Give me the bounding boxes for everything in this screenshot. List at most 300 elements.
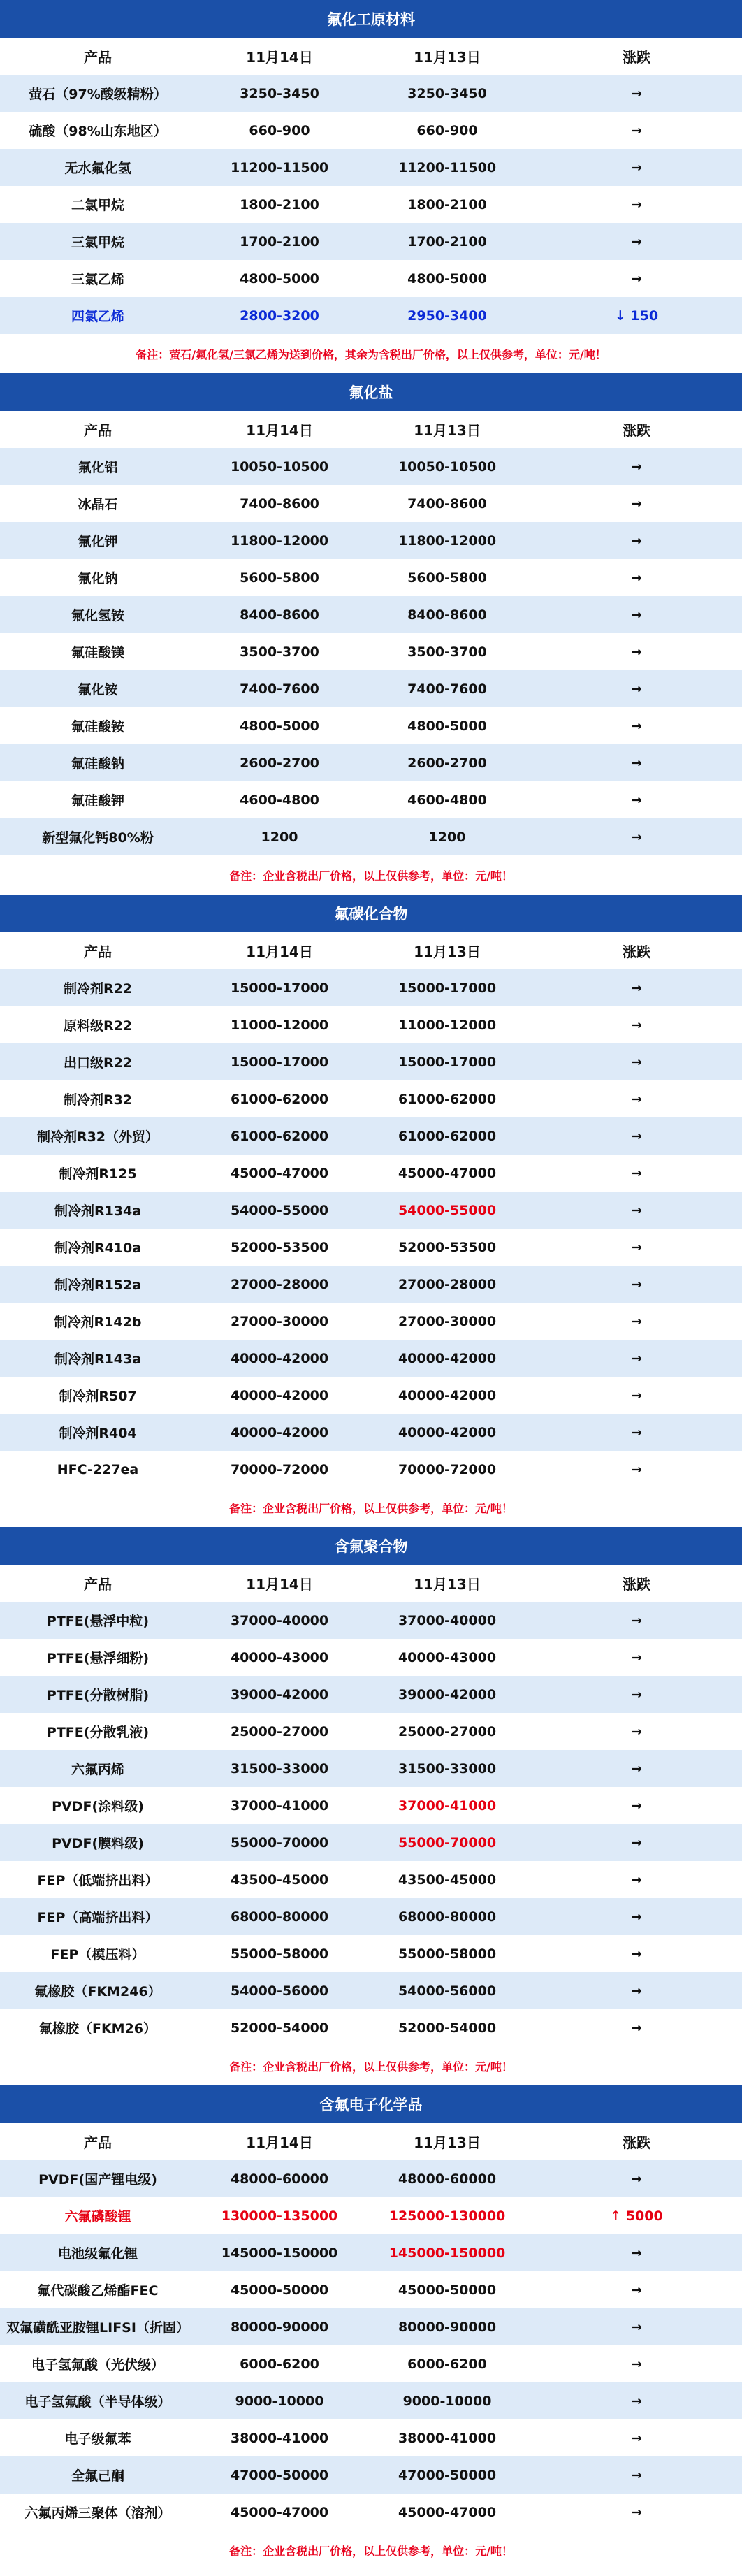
product-cell: 三氯乙烯 [71,272,124,287]
price-nov13-cell: 7400-8600 [407,495,487,512]
price-nov14-cell: 37000-41000 [230,1797,329,1814]
product-cell: 出口级R22 [63,1055,133,1071]
table-row [0,186,742,223]
table-row [0,1451,742,1488]
change-cell: → [631,270,642,287]
product-cell: PTFE(悬浮中粒) [46,1614,150,1629]
table-header-row [0,1565,742,1602]
price-nov14-cell: 25000-27000 [230,1723,329,1739]
product-cell: FEP（模压料） [50,1947,145,1962]
change-cell: → [631,570,642,586]
change-cell: → [631,792,642,808]
price-nov13-cell: 68000-80000 [398,1909,497,1925]
price-nov13-cell: 4600-4800 [407,792,487,808]
price-nov14-cell: 55000-58000 [230,1946,329,1962]
price-nov14-cell: 61000-62000 [230,1128,329,1144]
table-row [0,1972,742,2009]
price-nov13-cell: 45000-47000 [398,2504,497,2520]
price-nov14-cell: 45000-50000 [230,2282,329,2298]
change-cell: → [631,533,642,549]
change-cell: → [631,1091,642,1107]
product-cell: 制冷剂R143a [54,1352,142,1367]
header-nov14: 11月14日 [246,49,313,66]
section-title: 氟化工原材料 [0,0,742,38]
price-nov13-cell: 61000-62000 [398,1091,497,1107]
price-section [0,895,742,1527]
product-cell: 新型氟化钙80%粉 [42,830,154,846]
price-section [0,1527,742,2085]
change-cell: → [631,495,642,512]
table-row [0,2345,742,2382]
section-note: 备注：萤石/氟化氢/三氯乙烯为送到价格，其余为含税出厂价格，以上仅供参考，单位：元/吨！ [136,347,606,361]
table-row [0,744,742,781]
price-nov14-cell: 1700-2100 [240,233,319,249]
price-nov14-cell: 4800-5000 [240,270,319,287]
change-cell: → [631,1983,642,1999]
price-nov14-cell: 130000-135000 [221,2208,338,2224]
change-cell: ↓ 150 [614,307,659,324]
product-cell: 全氟己酮 [71,2468,124,2484]
section-note: 备注：企业含税出厂价格，以上仅供参考，单位：元/吨！ [229,869,513,883]
price-nov14-cell: 52000-53500 [230,1239,329,1255]
price-nov13-cell: 55000-70000 [398,1835,497,1851]
price-nov14-cell: 40000-42000 [230,1387,329,1403]
price-nov13-cell: 52000-54000 [398,2020,497,2036]
product-cell: PTFE(分散树脂) [46,1688,150,1703]
header-nov14: 11月14日 [246,422,313,439]
product-cell: 制冷剂R142b [54,1315,142,1330]
product-cell: HFC-227ea [57,1461,139,1477]
change-cell: → [631,607,642,623]
header-change: 涨跌 [623,49,650,66]
header-nov13: 11月13日 [414,422,481,439]
price-nov13-cell: 8400-8600 [407,607,487,623]
table-row [0,2197,742,2234]
header-change: 涨跌 [623,2134,650,2151]
price-nov14-cell: 47000-50000 [230,2467,329,2483]
product-cell: 氟化铝 [78,460,118,475]
price-nov13-cell: 2950-3400 [407,307,487,324]
product-cell: 氟橡胶（FKM26） [38,2021,157,2036]
price-nov13-cell: 660-900 [416,122,478,138]
price-nov13-cell: 125000-130000 [388,2208,506,2224]
header-product: 产品 [84,49,112,66]
price-nov14-cell: 52000-54000 [230,2020,329,2036]
product-cell: 六氟丙烯三聚体（溶剂） [24,2505,171,2521]
price-nov13-cell: 39000-42000 [398,1686,497,1702]
change-cell: → [631,1202,642,1218]
change-cell: → [631,2020,642,2036]
price-nov13-cell: 1200 [428,829,466,845]
price-nov13-cell: 11800-12000 [398,533,497,549]
price-nov14-cell: 61000-62000 [230,1091,329,1107]
table-row [0,2160,742,2197]
price-nov14-cell: 1200 [261,829,298,845]
table-row [0,2494,742,2531]
price-nov14-cell: 45000-47000 [230,2504,329,2520]
change-cell: → [631,1835,642,1851]
change-cell: → [631,1686,642,1702]
product-cell: 氟橡胶（FKM246） [34,1984,161,1999]
table-row [0,485,742,522]
price-nov13-cell: 9000-10000 [402,2393,492,2409]
product-cell: 制冷剂R152a [54,1278,142,1293]
change-cell: → [631,233,642,249]
change-cell: → [631,122,642,138]
price-nov13-cell: 5600-5800 [407,570,487,586]
header-product: 产品 [84,2134,112,2151]
section-note: 备注：企业含税出厂价格，以上仅供参考，单位：元/吨！ [229,2544,513,2558]
price-nov13-cell: 3500-3700 [407,644,487,660]
section-note: 备注：企业含税出厂价格，以上仅供参考，单位：元/吨！ [229,2060,513,2074]
price-nov13-cell: 27000-30000 [398,1313,497,1329]
change-cell: → [631,829,642,845]
table-header-row [0,932,742,969]
product-cell: 电池级氟化锂 [57,2246,138,2262]
price-nov14-cell: 15000-17000 [230,1054,329,1070]
product-cell: 萤石（97%酸级精粉） [29,87,167,102]
table-row [0,75,742,112]
price-nov14-cell: 40000-42000 [230,1350,329,1366]
header-nov14: 11月14日 [246,943,313,960]
price-nov14-cell: 7400-8600 [240,495,319,512]
price-nov13-cell: 1700-2100 [407,233,487,249]
price-nov14-cell: 48000-60000 [230,2171,329,2187]
table-row [0,596,742,633]
change-cell: → [631,1909,642,1925]
price-nov13-cell: 40000-42000 [398,1424,497,1440]
product-cell: 双氟磺酰亚胺锂LIFSI（折固） [6,2320,189,2336]
price-nov13-cell: 45000-50000 [398,2282,497,2298]
table-row [0,781,742,818]
product-cell: 制冷剂R32（外贸） [36,1129,159,1145]
table-row [0,1377,742,1414]
table-row [0,1043,742,1080]
price-section [0,2085,742,2570]
table-row [0,1080,742,1117]
price-nov13-cell: 15000-17000 [398,980,497,996]
table-row [0,1340,742,1377]
price-nov14-cell: 2800-3200 [240,307,319,324]
table-row [0,969,742,1006]
price-nov13-cell: 1800-2100 [407,196,487,212]
price-nov13-cell: 7400-7600 [407,681,487,697]
price-nov14-cell: 5600-5800 [240,570,319,586]
product-cell: 氟硅酸镁 [71,645,124,660]
header-nov13: 11月13日 [414,1576,481,1593]
price-nov14-cell: 80000-90000 [230,2319,329,2335]
change-cell: → [631,1017,642,1033]
price-nov14-cell: 37000-40000 [230,1612,329,1628]
price-nov14-cell: 68000-80000 [230,1909,329,1925]
change-cell: → [631,2356,642,2372]
change-cell: → [631,2282,642,2298]
price-nov13-cell: 11200-11500 [398,159,497,175]
table-row [0,2456,742,2494]
price-nov14-cell: 40000-43000 [230,1649,329,1665]
product-cell: 制冷剂R404 [59,1426,137,1441]
change-cell: → [631,1276,642,1292]
product-cell: 六氟丙烯 [71,1762,124,1777]
table-header-row [0,38,742,75]
table-row [0,1303,742,1340]
price-nov14-cell: 43500-45000 [230,1872,329,1888]
product-cell: 制冷剂R22 [63,981,133,997]
header-nov13: 11月13日 [414,2134,481,2151]
header-nov13: 11月13日 [414,943,481,960]
price-nov13-cell: 80000-90000 [398,2319,497,2335]
price-nov13-cell: 31500-33000 [398,1760,497,1777]
table-row [0,1935,742,1972]
price-nov14-cell: 2600-2700 [240,755,319,771]
product-cell: 二氯甲烷 [71,198,124,213]
table-row [0,1266,742,1303]
product-cell: 四氯乙烯 [71,309,124,324]
product-cell: 无水氟化氢 [64,161,131,176]
price-nov13-cell: 37000-40000 [398,1612,497,1628]
change-cell: → [631,1872,642,1888]
price-nov13-cell: 55000-58000 [398,1946,497,1962]
header-product: 产品 [84,1576,112,1593]
price-nov14-cell: 54000-56000 [230,1983,329,1999]
price-nov13-cell: 10050-10500 [398,458,497,475]
price-nov14-cell: 40000-42000 [230,1424,329,1440]
price-nov14-cell: 31500-33000 [230,1760,329,1777]
table-header-row [0,2123,742,2160]
price-nov13-cell: 40000-42000 [398,1387,497,1403]
price-nov13-cell: 4800-5000 [407,270,487,287]
change-cell: → [631,755,642,771]
price-section [0,0,742,373]
table-row [0,2234,742,2271]
product-cell: PVDF(膜料级) [52,1836,144,1851]
product-cell: 硫酸（98%山东地区） [29,124,167,139]
price-nov14-cell: 55000-70000 [230,1835,329,1851]
product-cell: 冰晶石 [78,497,118,512]
table-row [0,1414,742,1451]
header-nov14: 11月14日 [246,2134,313,2151]
price-nov14-cell: 9000-10000 [235,2393,324,2409]
price-nov13-cell: 2600-2700 [407,755,487,771]
price-nov14-cell: 7400-7600 [240,681,319,697]
change-cell: → [631,1760,642,1777]
header-product: 产品 [84,422,112,439]
change-cell: → [631,1723,642,1739]
price-nov14-cell: 70000-72000 [230,1461,329,1477]
change-cell: → [631,2319,642,2335]
section-note: 备注：企业含税出厂价格，以上仅供参考，单位：元/吨！ [229,1501,513,1515]
table-row [0,149,742,186]
price-nov14-cell: 11200-11500 [230,159,329,175]
change-cell: → [631,1165,642,1181]
price-nov13-cell: 15000-17000 [398,1054,497,1070]
table-row [0,559,742,596]
price-nov13-cell: 3250-3450 [407,85,487,101]
product-cell: 氟化铵 [78,682,118,697]
price-nov14-cell: 145000-150000 [221,2245,338,2261]
table-row [0,1676,742,1713]
table-row [0,1006,742,1043]
price-nov13-cell: 38000-41000 [398,2430,497,2446]
product-cell: PVDF(国产锂电级) [38,2172,157,2187]
price-nov13-cell: 43500-45000 [398,1872,497,1888]
product-cell: 电子氢氟酸（光伏级） [31,2357,164,2373]
price-nov13-cell: 11000-12000 [398,1017,497,1033]
product-cell: FEP（低端挤出料） [37,1873,159,1888]
product-cell: 氟硅酸铵 [71,719,124,735]
change-cell: → [631,1461,642,1477]
change-cell: → [631,159,642,175]
change-cell: → [631,1239,642,1255]
price-nov13-cell: 61000-62000 [398,1128,497,1144]
price-section [0,373,742,895]
table-row [0,707,742,744]
product-cell: 电子级氟苯 [64,2431,131,2447]
price-nov14-cell: 11000-12000 [230,1017,329,1033]
product-cell: 制冷剂R507 [59,1389,137,1404]
table-row [0,297,742,334]
change-cell: → [631,681,642,697]
price-nov13-cell: 47000-50000 [398,2467,497,2483]
product-cell: 氟化氢铵 [71,608,124,623]
table-row [0,1861,742,1898]
price-nov13-cell: 52000-53500 [398,1239,497,1255]
table-row [0,670,742,707]
product-cell: 氟代碳酸乙烯酯FEC [37,2283,159,2299]
change-cell: → [631,1128,642,1144]
change-cell: → [631,1797,642,1814]
table-row [0,1155,742,1192]
change-cell: → [631,2504,642,2520]
change-cell: → [631,1387,642,1403]
table-row [0,2271,742,2308]
price-nov13-cell: 6000-6200 [407,2356,487,2372]
change-cell: → [631,85,642,101]
change-cell: → [631,644,642,660]
price-nov14-cell: 8400-8600 [240,607,319,623]
change-cell: → [631,718,642,734]
price-nov14-cell: 1800-2100 [240,196,319,212]
product-cell: 制冷剂R410a [54,1240,142,1256]
table-row [0,112,742,149]
price-nov13-cell: 25000-27000 [398,1723,497,1739]
change-cell: → [631,2245,642,2261]
change-cell: → [631,1054,642,1070]
section-title: 含氟电子化学品 [0,2085,742,2123]
table-row [0,1117,742,1155]
change-cell: → [631,2393,642,2409]
section-title: 含氟聚合物 [0,1527,742,1565]
price-nov14-cell: 38000-41000 [230,2430,329,2446]
change-cell: → [631,1649,642,1665]
product-cell: 制冷剂R134a [54,1203,142,1219]
change-cell: → [631,1946,642,1962]
table-row [0,1713,742,1750]
table-row [0,1824,742,1861]
product-cell: 制冷剂R32 [63,1092,133,1108]
section-title: 氟化盐 [0,373,742,411]
header-nov14: 11月14日 [246,1576,313,1593]
table-row [0,633,742,670]
change-cell: → [631,2171,642,2187]
table-row [0,1898,742,1935]
header-nov13: 11月13日 [414,49,481,66]
price-nov14-cell: 3500-3700 [240,644,319,660]
change-cell: → [631,2467,642,2483]
price-nov14-cell: 27000-28000 [230,1276,329,1292]
header-product: 产品 [84,943,112,960]
table-row [0,2382,742,2419]
price-nov14-cell: 660-900 [249,122,310,138]
table-row [0,2308,742,2345]
table-row [0,1229,742,1266]
table-row [0,448,742,485]
change-cell: → [631,458,642,475]
price-nov13-cell: 4800-5000 [407,718,487,734]
product-cell: 电子氢氟酸（半导体级） [24,2394,171,2410]
product-cell: FEP（高端挤出料） [37,1910,159,1925]
table-row [0,260,742,297]
table-header-row [0,411,742,448]
table-row [0,2419,742,2456]
price-nov13-cell: 40000-42000 [398,1350,497,1366]
price-nov14-cell: 27000-30000 [230,1313,329,1329]
change-cell: → [631,2430,642,2446]
price-nov13-cell: 54000-56000 [398,1983,497,1999]
price-nov14-cell: 15000-17000 [230,980,329,996]
table-row [0,1750,742,1787]
table-row [0,223,742,260]
product-cell: 氟化钾 [78,534,118,549]
price-nov14-cell: 45000-47000 [230,1165,329,1181]
table-row [0,522,742,559]
price-nov14-cell: 10050-10500 [230,458,329,475]
price-nov14-cell: 4800-5000 [240,718,319,734]
change-cell: → [631,1424,642,1440]
price-nov13-cell: 37000-41000 [398,1797,497,1814]
product-cell: 三氯甲烷 [71,235,124,250]
change-cell: → [631,1612,642,1628]
price-nov13-cell: 48000-60000 [398,2171,497,2187]
header-change: 涨跌 [623,943,650,960]
change-cell: ↑ 5000 [610,2208,663,2224]
product-cell: PVDF(涂料级) [52,1799,144,1814]
price-nov13-cell: 40000-43000 [398,1649,497,1665]
product-cell: 氟化钠 [78,571,118,586]
section-title: 氟碳化合物 [0,895,742,932]
table-row [0,1192,742,1229]
product-cell: 制冷剂R125 [59,1166,137,1182]
table-row [0,818,742,855]
change-cell: → [631,1350,642,1366]
price-nov13-cell: 27000-28000 [398,1276,497,1292]
product-cell: 氟硅酸钾 [71,793,124,809]
table-row [0,1787,742,1824]
table-row [0,2009,742,2046]
table-row [0,1639,742,1676]
price-nov13-cell: 70000-72000 [398,1461,497,1477]
price-nov13-cell: 54000-55000 [398,1202,497,1218]
price-nov14-cell: 6000-6200 [240,2356,319,2372]
header-change: 涨跌 [623,422,650,439]
product-cell: PTFE(分散乳液) [46,1725,150,1740]
table-row [0,1602,742,1639]
change-cell: → [631,196,642,212]
price-nov14-cell: 39000-42000 [230,1686,329,1702]
price-nov14-cell: 3250-3450 [240,85,319,101]
product-cell: PTFE(悬浮细粉) [46,1651,150,1666]
product-cell: 氟硅酸钠 [71,756,124,772]
